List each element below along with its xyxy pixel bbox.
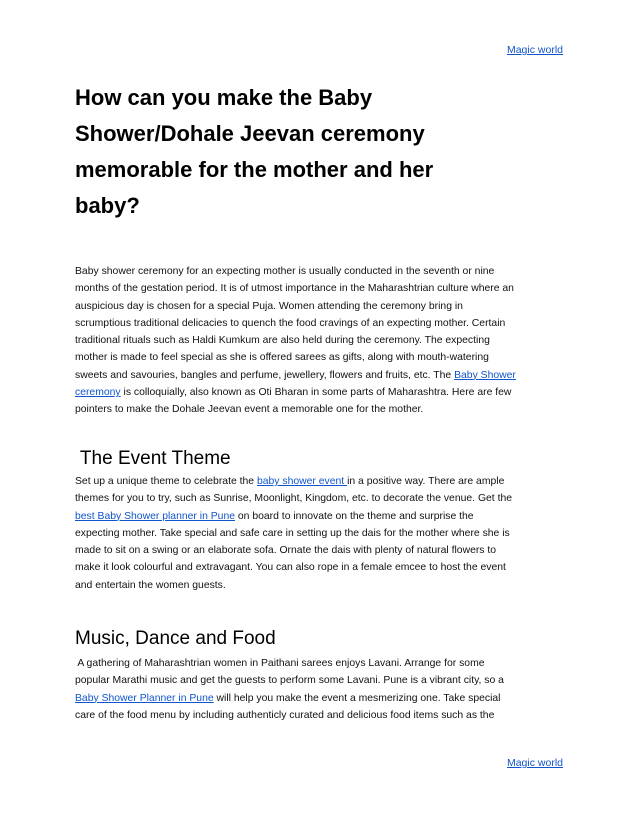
text-line: A gathering of Maharashtrian women in Paithani sarees enjoys Lavani. Arrange for some [75,658,485,669]
planner-pune-link[interactable]: Baby Shower Planner in Pune [75,692,214,704]
text-segment: is colloquially, also known as Oti Bharan in some parts of Maharashtra. Here are few [120,387,512,399]
text-line: make it look colourful and extravagant. You can also rope in a female emcee to host the event [75,562,506,574]
text-line [75,508,563,525]
intro-paragraph [75,263,563,419]
text-segment: sweets and savouries, bangles and perfume, jewellery, flowers and fruits, etc. The [75,369,455,381]
text-line: scrumptious traditional delicacies to quench the food cravings of an expecting mother. Certain [75,317,506,329]
text-line [75,367,563,384]
text-segment: will help you make the event a mesmerizing one. Take special [213,692,501,704]
title-line: How can you make the Baby [75,85,373,110]
header-magic-world-link[interactable]: Magic world [506,44,563,56]
title-line: memorable for the mother and her [75,157,434,182]
baby-shower-link[interactable]: Baby Shower [454,369,516,381]
text-line: mother is made to feel special as she is offered sarees as gifts, along with mouth-watering [75,352,489,364]
section-heading-event-theme: The Event Theme [75,448,231,469]
text-line: months of the gestation period. It is of utmost importance in the Maharashtrian culture where an [75,283,514,295]
best-planner-pune-link[interactable]: best Baby Shower planner in Pune [75,510,236,522]
baby-shower-event-link[interactable]: baby shower event [256,476,348,487]
text-line [75,690,563,707]
text-line [75,473,563,490]
title-line: baby? [75,193,140,218]
title-line: Shower/Dohale Jeevan ceremony [75,121,425,146]
text-line: traditional rituals such as Haldi Kumkum are also held during the ceremony. The expecting [75,335,490,347]
text-line: popular Marathi music and get the guests to perform some Lavani. Pune is a vibrant city, so a [75,675,504,687]
text-line: made to sit on a swing or an elaborate sofa. Ornate the dais with plenty of natural flowers to [75,545,497,557]
text-line: expecting mother. Take special and safe care in setting up the dais for the mother where she is [75,527,510,539]
text-line: care of the food menu by including authenticly curated and delicious food items such as the [75,709,495,721]
page-title [75,80,555,224]
text-line [75,384,563,401]
text-line: Baby shower ceremony for an expecting mother is usually conducted in the seventh or nine [75,266,495,277]
text-segment: in a positive way. There are ample [347,476,505,487]
text-line: auspicious day is chosen for a special Puja. Women attending the ceremony bring in [75,300,463,312]
text-line: pointers to make the Dohale Jeevan event a memorable one for the mother. [75,404,424,416]
section-heading-music-dance-food: Music, Dance and Food [75,628,276,649]
text-line: themes for you to try, such as Sunrise, Moonlight, Kingdom, etc. to decorate the venue. Get the [75,493,513,505]
text-segment: Set up a unique theme to celebrate the [75,476,257,487]
event-theme-paragraph [75,473,563,594]
footer-magic-world-link[interactable]: Magic world [506,757,563,769]
ceremony-link[interactable]: ceremony [75,387,121,399]
music-dance-food-paragraph [75,655,563,724]
text-line: and entertain the women guests. [75,579,226,591]
text-segment: on board to innovate on the theme and surprise the [235,510,474,522]
